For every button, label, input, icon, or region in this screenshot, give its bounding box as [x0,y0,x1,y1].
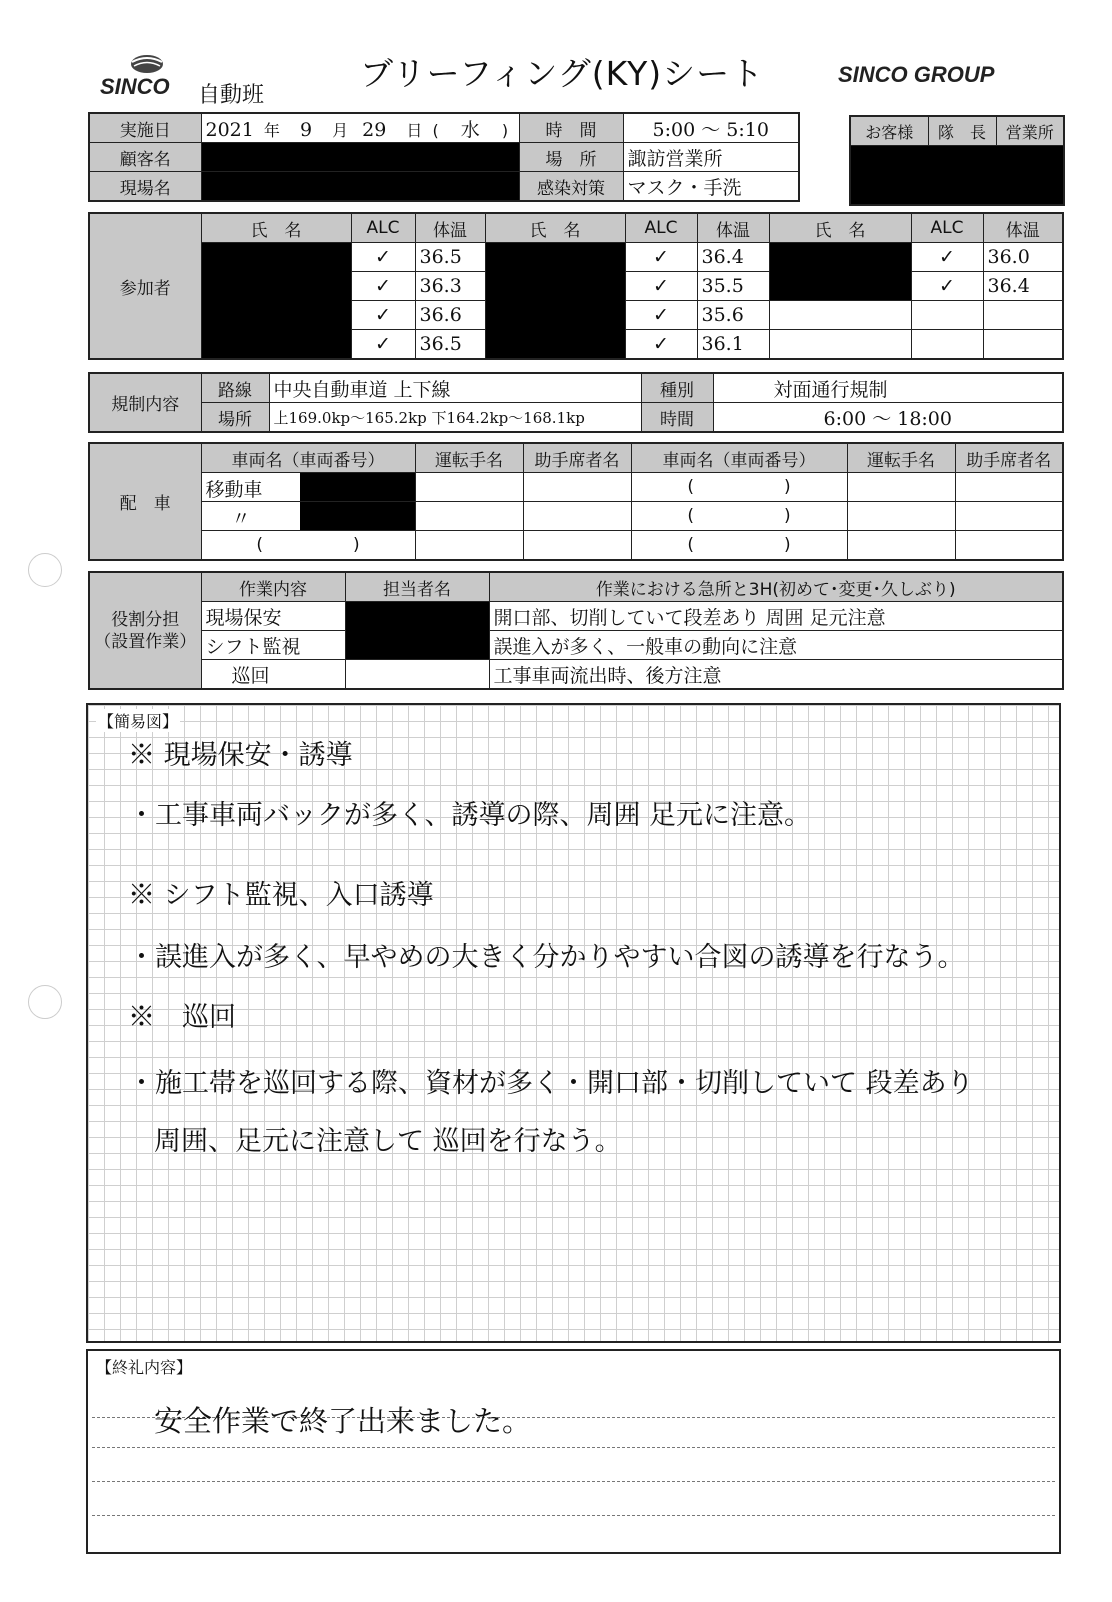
col-alc-2: ALC [625,213,697,243]
sketch-line: ・誤進入が多く、早やめの大きく分かりやすい合図の誘導を行なう。 [128,942,965,973]
col-temp-1: 体温 [415,213,485,243]
sketch-line: ※ シフト監視、入口誘導 [128,880,434,911]
sinco-wave-icon [130,52,164,74]
approval-table [849,115,1065,206]
driver-cell[interactable] [415,473,523,502]
route-label: 路線 [201,373,269,403]
year-unit: 年 [263,120,280,140]
alc-check[interactable]: ✓ [351,301,415,330]
date-label: 実施日 [89,113,201,143]
person-redacted [345,602,489,660]
task-cell[interactable]: 現場保安 [201,602,345,631]
temperature[interactable]: 36.3 [415,272,485,301]
location-field[interactable]: 上169.0kp～165.2kp 下164.2kp～168.1kp [269,403,641,433]
driver-cell[interactable] [415,502,523,531]
driver-cell[interactable] [847,531,955,561]
paren-open: ( [687,535,694,555]
reg-time-field[interactable]: 6:00 ～ 18:00 [713,403,1063,433]
participant-row [89,243,1063,272]
sketch-area[interactable] [86,703,1061,1343]
assistant-cell[interactable] [955,531,1063,561]
alc-check[interactable]: ✓ [351,272,415,301]
assistant-cell[interactable] [955,473,1063,502]
date-day: 29 [362,118,387,141]
approval-customer: お客様 [850,116,928,146]
paren-open: ( [256,535,263,555]
assistant-cell[interactable] [523,531,631,561]
col-temp-3: 体温 [983,213,1063,243]
closing-rule [92,1515,1055,1516]
driver-cell[interactable] [415,531,523,561]
type-field[interactable]: 対面通行規制 [713,373,1063,403]
participants-label: 参加者 [89,213,201,359]
regulation-label: 規制内容 [89,373,201,432]
temperature[interactable]: 36.5 [415,330,485,360]
alc-check[interactable]: ✓ [911,272,983,301]
hazard-cell[interactable]: 誤進入が多く、一般車の動向に注意 [489,631,1063,660]
info-table [88,112,800,202]
page-title: ブリーフィング(KY)シート [360,54,765,93]
assistant-cell[interactable] [523,502,631,531]
sketch-line: ※ 現場保安・誘導 [128,740,353,771]
roles-table [88,571,1064,690]
customer-label: 顧客名 [89,143,201,172]
col-temp-2: 体温 [697,213,769,243]
approval-stamps-redacted [850,146,1064,206]
role-row [89,631,1063,660]
infection-field[interactable]: マスク・手洗 [623,172,799,202]
customer-redacted [201,143,519,172]
date-field[interactable] [201,113,519,143]
sketch-line: ※ 巡回 [128,1002,236,1033]
punch-hole [28,985,62,1019]
temperature[interactable] [983,330,1063,360]
vehicle-cell[interactable] [631,502,847,531]
sketch-line: ・施工帯を巡回する際、資材が多く・開口部・切削していて 段差あり [128,1068,974,1099]
temperature[interactable]: 36.0 [983,243,1063,272]
paren-close: ) [784,535,791,555]
date-weekday: 水 [460,118,480,141]
month-unit: 月 [332,120,349,140]
col-vehicle-1: 車両名（車両番号） [201,443,415,473]
sinco-logo-text: SINCO [100,74,170,99]
infection-label: 感染対策 [519,172,623,202]
col-alc-1: ALC [351,213,415,243]
regulation-table [88,372,1064,433]
col-assistant-2: 助手席者名 [955,443,1063,473]
place-field[interactable]: 諏訪営業所 [623,143,799,172]
alc-check[interactable]: ✓ [625,301,697,330]
participants-table [88,212,1064,360]
hazard-cell[interactable]: 工事車両流出時、後方注意 [489,660,1063,690]
temperature[interactable]: 35.5 [697,272,769,301]
col-driver-2: 運転手名 [847,443,955,473]
col-name-3: 氏 名 [769,213,911,243]
type-label: 種別 [641,373,713,403]
roles-label [89,572,201,689]
alc-check[interactable]: ✓ [625,272,697,301]
temperature[interactable]: 36.4 [697,243,769,272]
weekday-close: ) [501,120,509,140]
reg-time-label: 時間 [641,403,713,433]
date-month: 9 [299,118,313,141]
department-name: 自動班 [198,83,265,108]
hazard-cell[interactable]: 開口部、切削していて段差あり 周囲 足元注意 [489,602,1063,631]
time-label: 時 間 [519,113,623,143]
date-year: 2021 [205,118,254,141]
paren-open: ( [687,506,694,526]
vehicle-row [89,473,1063,502]
col-alc-3: ALC [911,213,983,243]
punch-hole [28,553,62,587]
alc-check[interactable]: ✓ [351,243,415,272]
sketch-line: ・工事車両バックが多く、誘導の際、周囲 足元に注意。 [128,800,812,831]
driver-cell[interactable] [847,473,955,502]
weekday-open: ( [432,120,439,140]
names-redacted-1 [201,243,351,360]
vehicle-row [89,502,1063,531]
closing-rule [92,1447,1055,1448]
place-label: 場 所 [519,143,623,172]
site-label: 現場名 [89,172,201,202]
vehicle-name: 移動車 [205,479,263,501]
sketch-line: 周囲、足元に注意して 巡回を行なう。 [154,1126,622,1157]
name-empty[interactable] [769,301,911,330]
temperature[interactable]: 36.4 [983,272,1063,301]
closing-header: 【終礼内容】 [96,1358,193,1377]
roles-label-line2: （設置作業） [94,631,197,652]
approval-office: 営業所 [996,116,1064,146]
route-field[interactable]: 中央自動車道 上下線 [269,373,641,403]
role-row [89,660,1063,690]
roles-label-line1: 役割分担 [111,609,180,630]
site-redacted [201,172,519,202]
names-redacted-2 [485,243,625,360]
time-field[interactable]: 5:00 ～ 5:10 [623,113,799,143]
paren-close: ) [784,477,791,497]
alc-check[interactable] [911,330,983,360]
alc-check[interactable]: ✓ [351,330,415,360]
approval-captain: 隊 長 [928,116,996,146]
vehicle-number-redacted [300,502,416,530]
sketch-header: 【簡易図】 [96,709,180,732]
col-name-2: 氏 名 [485,213,625,243]
vehicle-row [89,531,1063,561]
driver-cell[interactable] [847,502,955,531]
names-redacted-3 [769,243,911,301]
alc-check[interactable]: ✓ [625,330,697,360]
temperature[interactable] [983,301,1063,330]
role-row [89,602,1063,631]
temperature[interactable]: 35.6 [697,301,769,330]
col-vehicle-2: 車両名（車両番号） [631,443,847,473]
sinco-group-logo: SINCO GROUP [838,62,995,87]
paren-open: ( [687,477,694,497]
paren-close: ) [353,535,360,555]
vehicle-cell[interactable] [201,473,415,502]
col-task: 作業内容 [201,572,345,602]
closing-text: 安全作業で終了出来ました。 [154,1404,532,1438]
sinco-logo [100,52,196,102]
vehicle-name: 〃 [231,508,251,530]
vehicles-table [88,442,1064,561]
alc-check[interactable] [911,301,983,330]
vehicle-cell[interactable] [631,473,847,502]
col-driver-1: 運転手名 [415,443,523,473]
alc-check[interactable]: ✓ [911,243,983,272]
vehicle-cell[interactable] [631,531,847,561]
col-person: 担当者名 [345,572,489,602]
col-assistant-1: 助手席者名 [523,443,631,473]
col-hazard: 作業における急所と3H(初めて･変更･久しぶり) [489,572,1063,602]
closing-section[interactable] [86,1349,1061,1554]
alc-check[interactable]: ✓ [625,243,697,272]
vehicle-cell[interactable] [201,531,415,561]
task-cell[interactable]: 巡回 [201,660,345,690]
vehicle-cell[interactable] [201,502,415,531]
person-cell[interactable] [345,660,489,690]
name-empty[interactable] [769,330,911,360]
location-label: 場所 [201,403,269,433]
assistant-cell[interactable] [523,473,631,502]
vehicles-label: 配 車 [89,443,201,560]
paren-close: ) [784,506,791,526]
closing-rule [92,1481,1055,1482]
task-cell[interactable]: シフト監視 [201,631,345,660]
temperature[interactable]: 36.5 [415,243,485,272]
temperature[interactable]: 36.6 [415,301,485,330]
vehicle-number-redacted [300,473,416,501]
assistant-cell[interactable] [955,502,1063,531]
col-name-1: 氏 名 [201,213,351,243]
temperature[interactable]: 36.1 [697,330,769,360]
day-unit: 日 [406,120,423,140]
